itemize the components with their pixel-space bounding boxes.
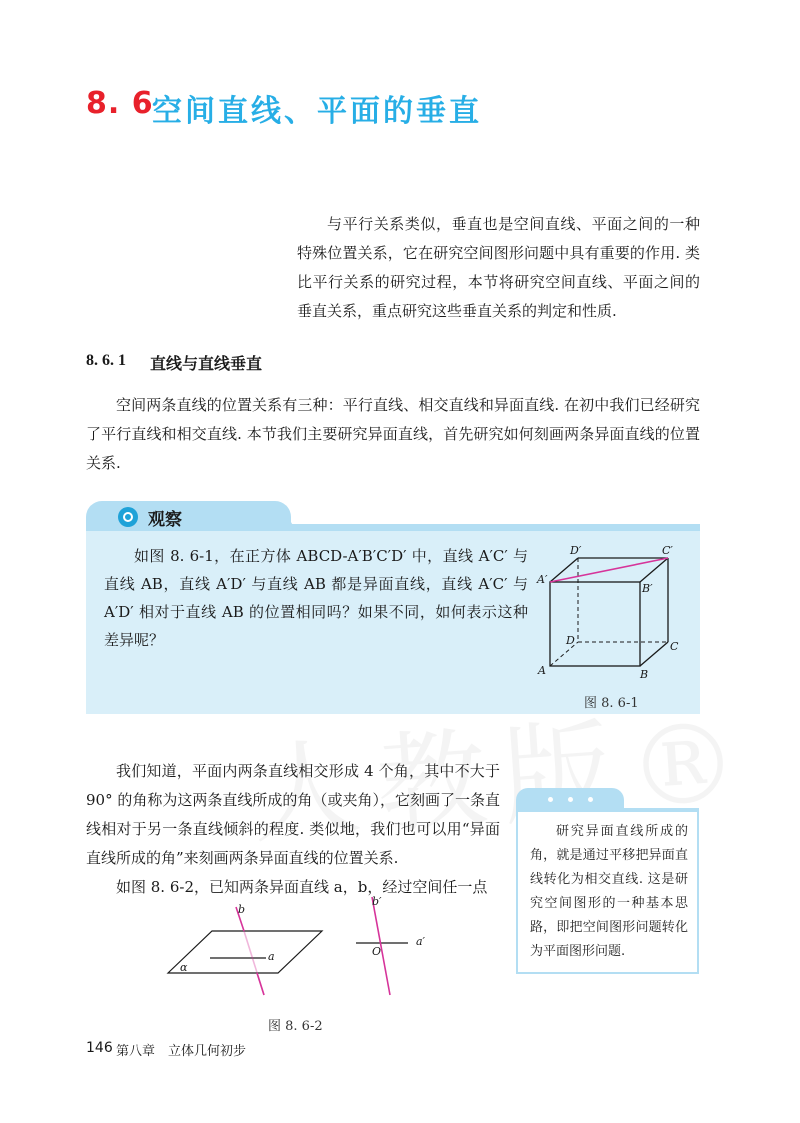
- label-C: C: [670, 640, 679, 653]
- cube-figure: [536, 540, 686, 680]
- label-A: A: [538, 664, 546, 677]
- observe-icon: [118, 507, 138, 527]
- subsection-number: 8. 6. 1: [86, 352, 126, 369]
- cube-front-face: [550, 582, 640, 666]
- plane-alpha: [168, 931, 322, 973]
- body-paragraph-2a: 我们知道，平面内两条直线相交形成 4 个角，其中不大于 90° 的角称为这两条直线所成的角（或夹角），它刻画了一条直线相对于另一条直线倾斜的程度. 类似地，我们也可以用“异面直线所成的角”来刻画两条异面直线的位置关系.: [86, 762, 500, 867]
- note-dot: [548, 797, 553, 802]
- label-a: a: [268, 950, 275, 963]
- label-D: D: [566, 634, 575, 647]
- figure-1-caption: 图 8. 6-1: [584, 696, 639, 711]
- diagonal-A1C1: [550, 558, 668, 582]
- line-b-lower: [257, 973, 264, 995]
- note-dot: [588, 797, 593, 802]
- label-A1: A′: [537, 573, 548, 586]
- page-title: 空间直线、平面的垂直: [152, 94, 482, 129]
- subsection-title: 直线与直线垂直: [150, 354, 263, 373]
- body-paragraph-2b: 如图 8. 6-2，已知两条异面直线 a，b，经过空间任一点: [116, 878, 488, 896]
- label-B: B: [640, 668, 649, 680]
- body-paragraph-1: 空间两条直线的位置关系有三种：平行直线、相交直线和异面直线. 在初中我们已经研究了平行直线和相交直线. 本节我们主要研究异面直线，首先研究如何刻画两条异面直线的位置关系.: [86, 396, 700, 472]
- observe-text: 如图 8. 6-1，在正方体 ABCD-A′B′C′D′ 中，直线 A′C′ 与直线 AB，直线 A′D′ 与直线 AB 都是异面直线，直线 A′C′ 与 A′D′ 相对于直线 AB 的位置相同吗？如果不同，如何表示这种差异呢？: [104, 547, 528, 649]
- label-a1: a′: [416, 935, 426, 948]
- label-alpha: α: [180, 961, 188, 974]
- label-b: b: [238, 903, 246, 916]
- margin-note-text: 研究异面直线所成的角，就是通过平移把异面直线转化为相交直线. 这是研究空间图形的一种基本思路，即把空间图形问题转化为平面图形问题.: [530, 824, 688, 959]
- intro-paragraph: 与平行关系类似，垂直也是空间直线、平面之间的一种特殊位置关系，它在研究空间图形问题中具有重要的作用. 类比平行关系的研究过程，本节将研究空间直线、平面之间的垂直关系，重点研究这些垂直关系的判定和性质.: [297, 215, 700, 320]
- note-tab: [516, 788, 624, 810]
- section-number: 8. 6: [86, 86, 154, 121]
- skew-lines-figure: [160, 893, 450, 1005]
- label-D1: D′: [570, 544, 582, 557]
- note-dot: [568, 797, 573, 802]
- body-paragraph-2: [86, 757, 500, 902]
- label-b1: b′: [372, 895, 382, 908]
- observe-label: 观察: [148, 510, 182, 530]
- figure-2-caption: 图 8. 6-2: [268, 1019, 323, 1034]
- label-O: O: [372, 945, 382, 958]
- label-C1: C′: [662, 544, 673, 557]
- label-B1: B′: [642, 582, 653, 595]
- page-number: 146: [86, 1040, 113, 1056]
- chapter-footer: 第八章 立体几何初步: [116, 1044, 247, 1059]
